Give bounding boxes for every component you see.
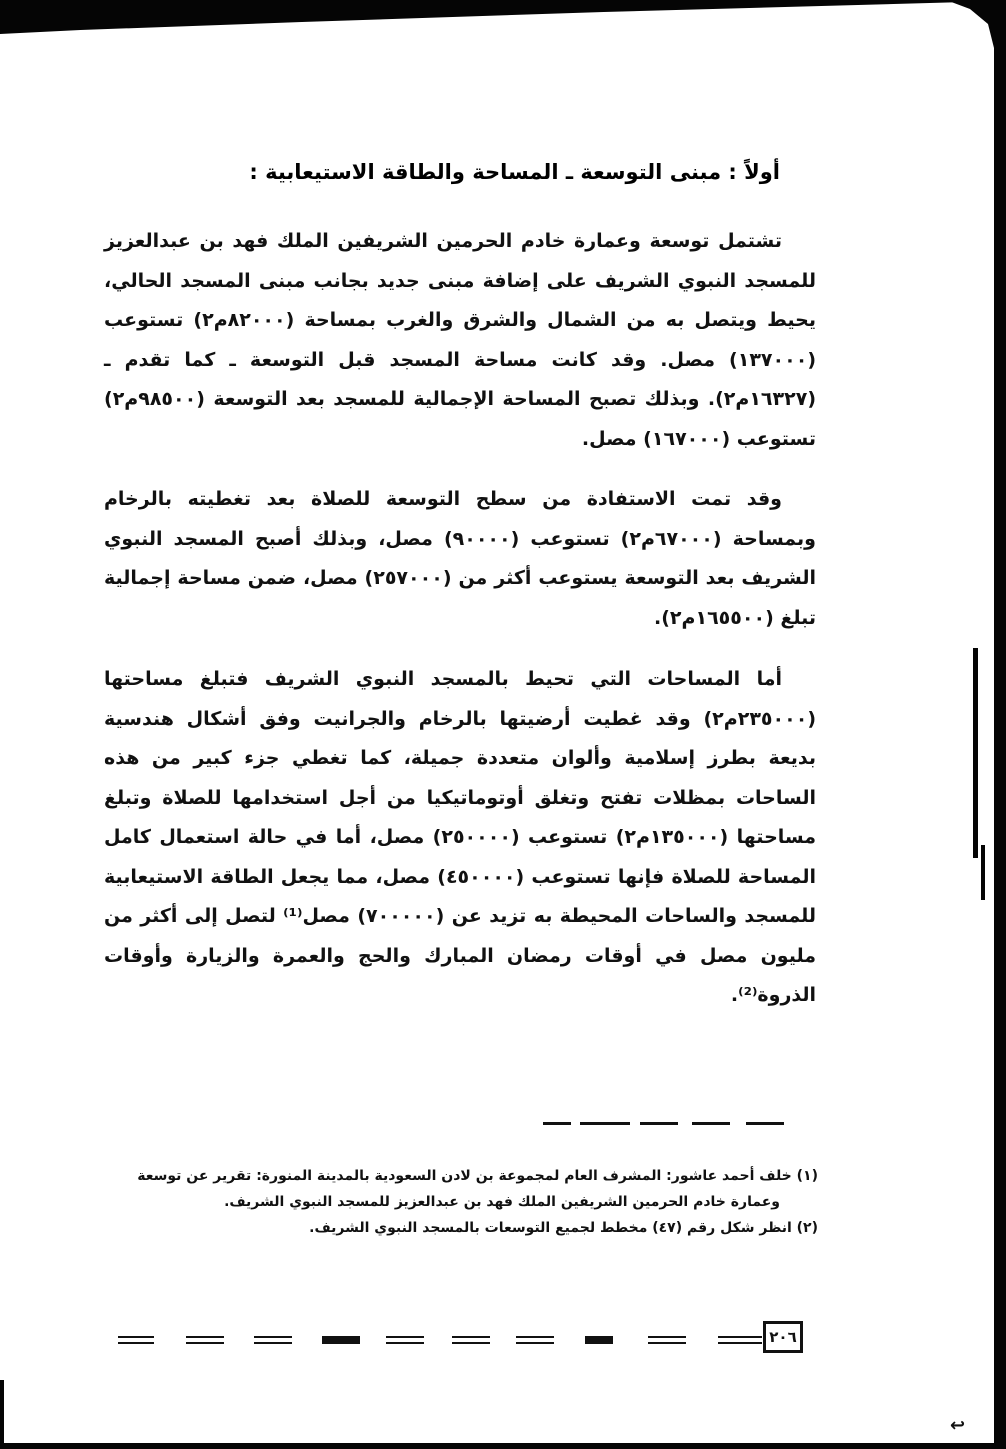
footnote-separator — [692, 1122, 730, 1125]
paragraph-text: تشتمل توسعة وعمارة خادم الحرمين الشريفين الملك فهد بن عبدالعزيز للمسجد النبوي الشريف على إضافة مبنى جديد بجانب مبنى المسجد الحالي، يحيط ويتصل به من الشمال والشرق والغرب بمساحة (٨٢٠٠٠م٢) تستوعب (١٣٧٠٠٠) مصل. وقد كانت مساحة المسجد قبل التوسعة ـ كما تقدم ـ (١٦٣٢٧م٢). وبذلك تصبح المساحة الإجمالية للمسجد بعد التوسعة (٩٨٥٠٠م٢) تستوعب (١٦٧٠٠٠) مصل. — [104, 230, 816, 450]
scan-border-right — [994, 20, 1006, 1449]
paragraph — [104, 660, 816, 1016]
footnote-separator — [543, 1122, 571, 1125]
paragraph — [104, 480, 816, 638]
paragraph-text: وقد تمت الاستفادة من سطح التوسعة للصلاة بعد تغطيته بالرخام وبمساحة (٦٧٠٠٠م٢) تستوعب (٩٠٠٠٠) مصل، وبذلك أصبح المسجد النبوي الشريف بعد التوسعة يستوعب أكثر من (٢٥٧٠٠٠) مصل، ضمن مساحة إجمالية تبلغ (١٦٥٥٠٠م٢). — [104, 488, 816, 629]
scan-artifact-mark: ↩ — [950, 1415, 966, 1436]
footer-ornament — [452, 1336, 490, 1344]
footnote-separator — [746, 1122, 784, 1125]
footnotes — [106, 1163, 818, 1241]
section-heading: أولاً : مبنى التوسعة ـ المساحة والطاقة الاستيعابية : — [249, 160, 780, 184]
footnote-1: (١) خلف أحمد عاشور: المشرف العام لمجموعة بن لادن السعودية بالمدينة المنورة: تقرير عن توسعة وعمارة خادم الحرمين الشريفين الملك فهد بن عبدالعزيز للمسجد النبوي الشريف. — [137, 1168, 818, 1210]
footer-ornament — [516, 1336, 554, 1344]
footer-ornament — [322, 1336, 360, 1344]
footnote-2: (٢) انظر شكل رقم (٤٧) مخطط لجميع التوسعات بالمسجد النبوي الشريف. — [309, 1220, 818, 1236]
footer-ornament — [186, 1336, 224, 1344]
footer-ornament — [118, 1336, 154, 1344]
scan-border-top — [0, 0, 1006, 34]
scan-border-bottom — [0, 1443, 1006, 1449]
footer-ornament — [648, 1336, 686, 1344]
paragraph — [104, 222, 816, 459]
footer-ornament — [585, 1336, 613, 1344]
footer-ornament — [254, 1336, 292, 1344]
scan-border-left — [0, 1380, 4, 1449]
footer-ornament — [718, 1336, 762, 1344]
footer-ornament — [386, 1336, 424, 1344]
scan-shadow-line — [973, 648, 978, 858]
paragraph-text: أما المساحات التي تحيط بالمسجد النبوي الشريف فتبلغ مساحتها (٢٣٥٠٠٠م٢) وقد غطيت أرضيتها بالرخام والجرانيت وفق أشكال هندسية بديعة بطرز إسلامية وألوان متعددة جميلة، كما تغطي جزء كبير من هذه الساحات بمظلات تفتح وتغلق أوتوماتيكيا من أجل استخدامها للصلاة وتبلغ مساحتها (١٣٥٠٠٠م٢) تستوعب (٢٥٠٠٠٠) مصل، أما في حالة استعمال كامل المساحة للصلاة فإنها تستوعب (٤٥٠٠٠٠) مصل، مما يجعل الطاقة الاستيعابية للمسجد والساحات المحيطة به تزيد عن (٧٠٠٠٠٠) مصل⁽¹⁾ لتصل إلى أكثر من مليون مصل في أوقات رمضان المبارك والحج والعمرة والزيارة وأوقات الذروة⁽²⁾. — [104, 668, 817, 1006]
scan-shadow-line — [981, 845, 985, 900]
page-number: ٢٠٦ — [763, 1321, 803, 1353]
footnote-separator — [580, 1122, 630, 1125]
footnote-separator — [640, 1122, 678, 1125]
